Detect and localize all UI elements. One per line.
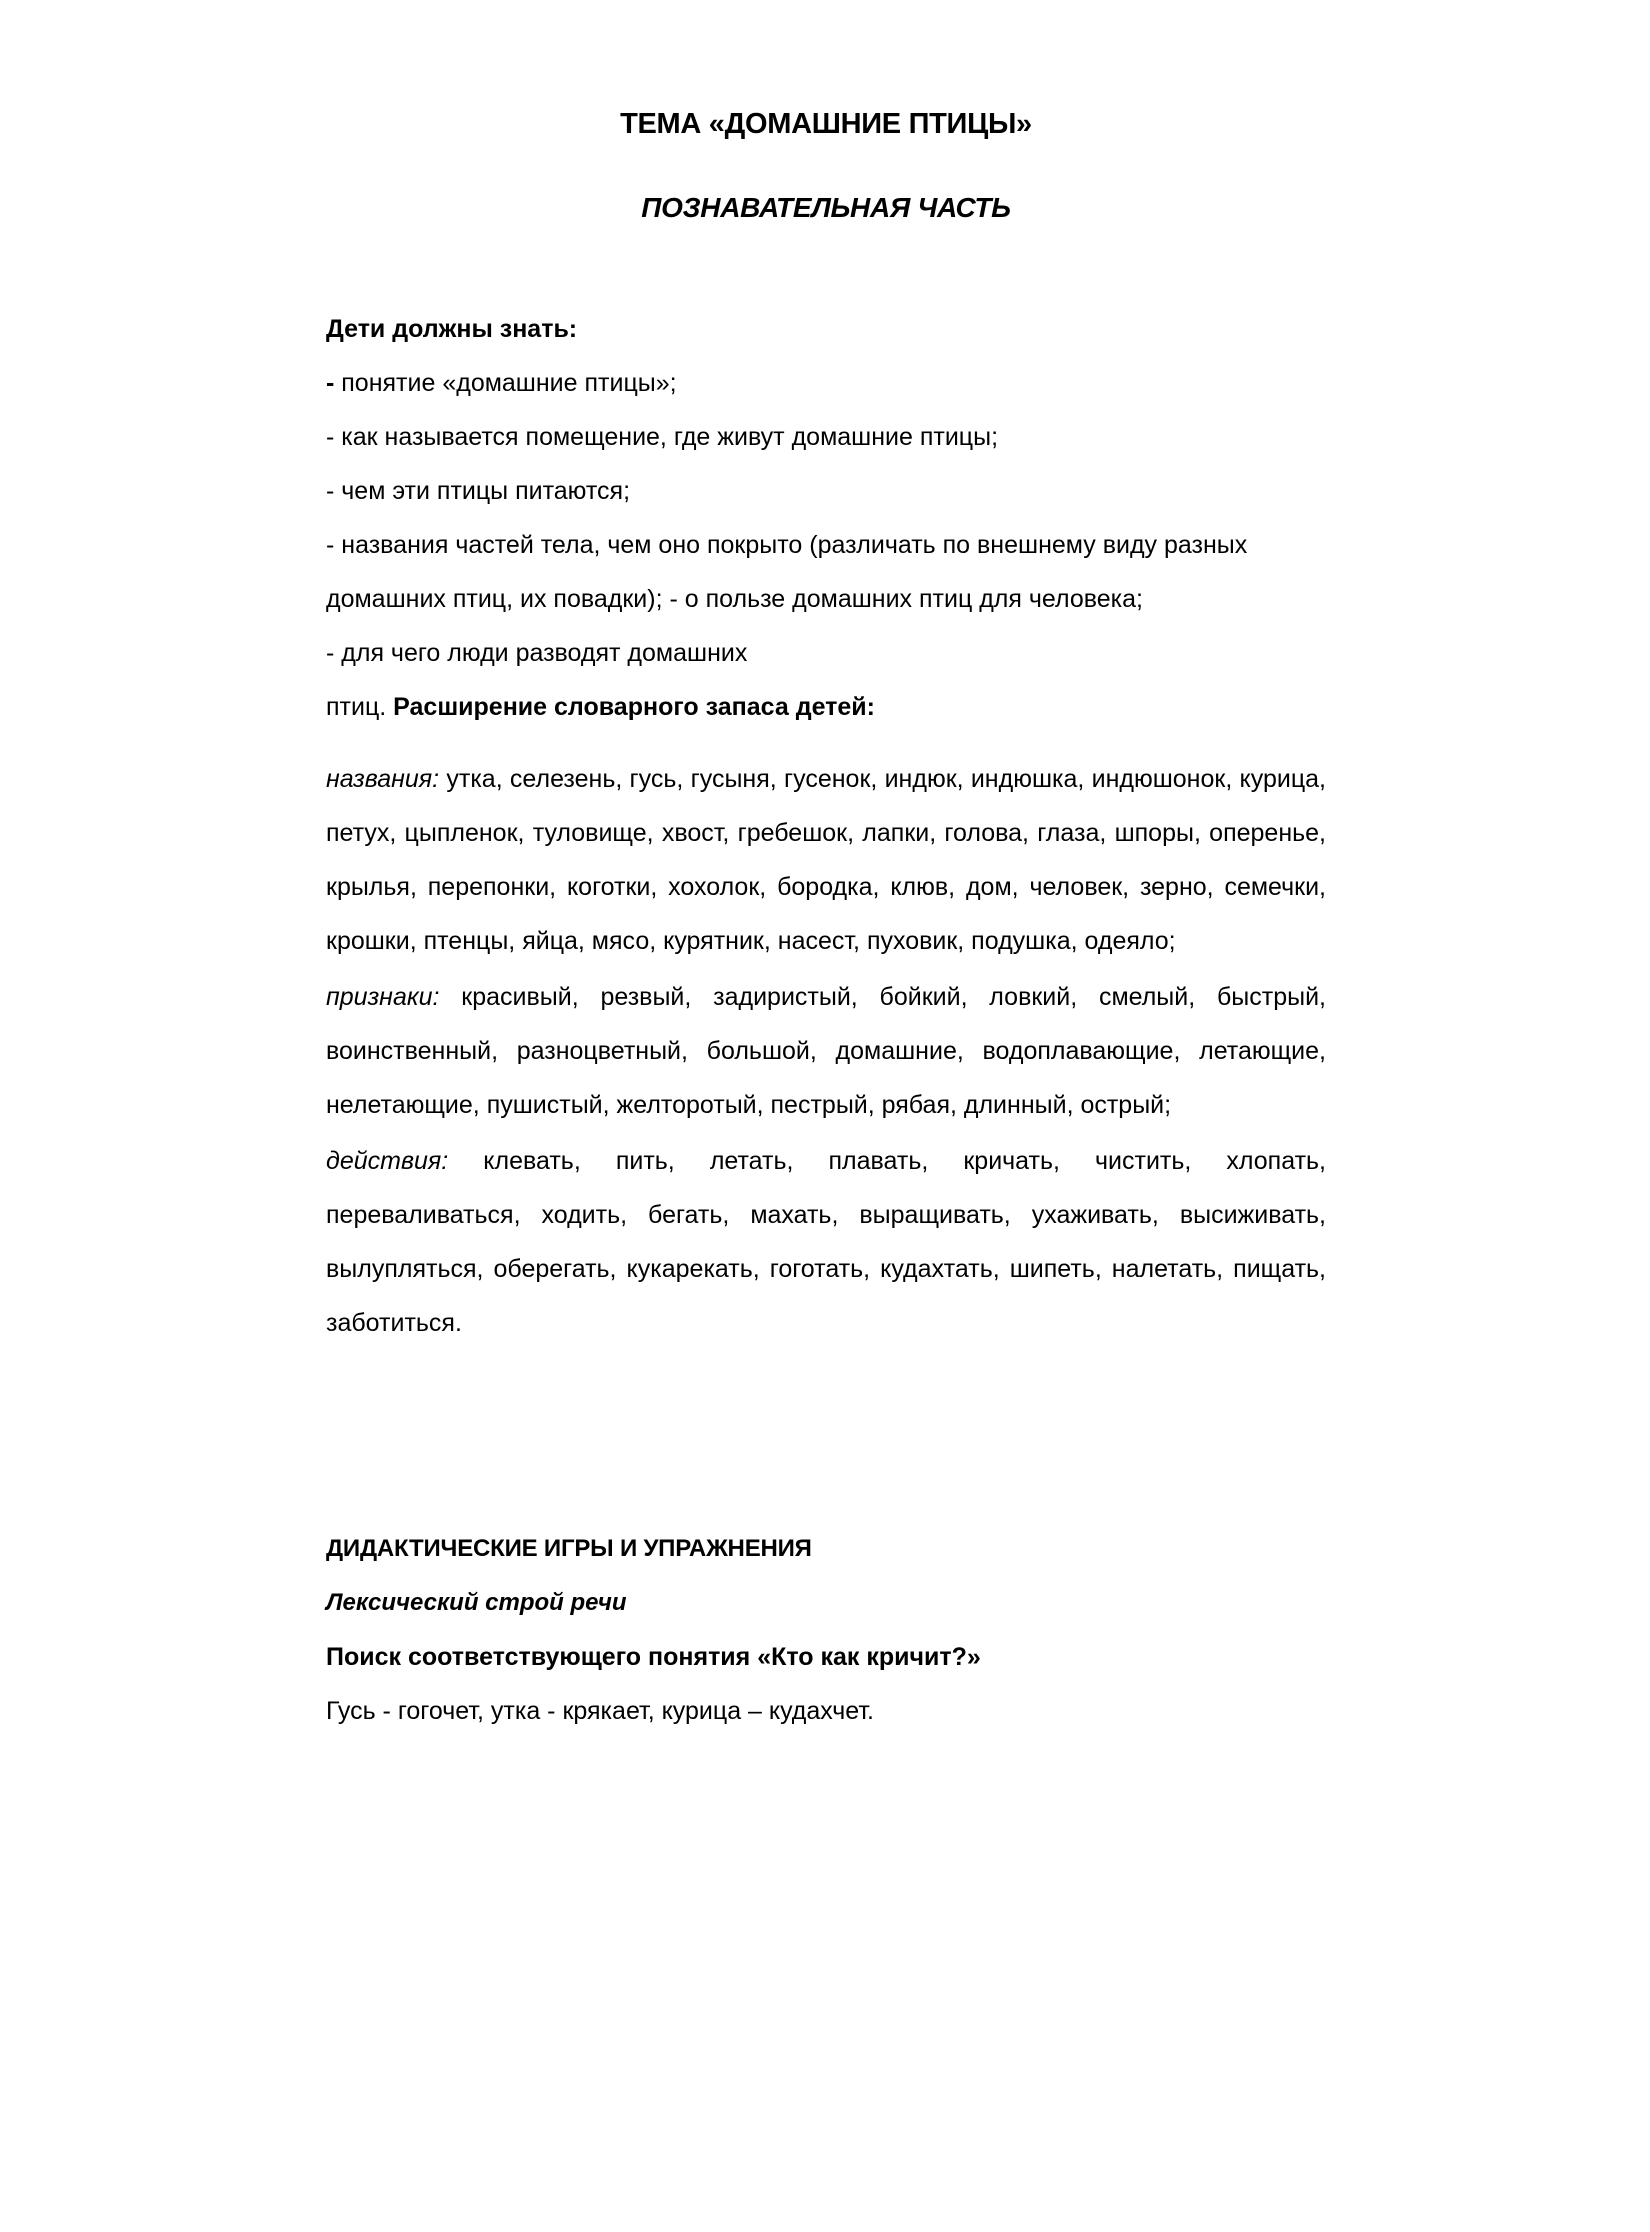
attributes-label: признаки: (326, 983, 440, 1011)
vocabulary-section (326, 752, 1326, 1350)
game-text: Гусь - гогочет, утка - крякает, курица – кудахчет. (326, 1697, 874, 1725)
games-subheading: Лексический строй речи (326, 1589, 627, 1616)
document-subtitle: ПОЗНАВАТЕЛЬНАЯ ЧАСТЬ (641, 192, 1011, 223)
actions-label: действия: (326, 1147, 449, 1175)
game-title: Поиск соответствующего понятия «Кто как кричит?» (326, 1643, 981, 1671)
knowledge-item-continued (326, 680, 1326, 734)
knowledge-item-text: понятие «домашние птицы»; (334, 369, 677, 397)
knowledge-item-text: птиц. (326, 693, 387, 721)
names-label: названия: (326, 765, 440, 793)
knowledge-section (326, 302, 1326, 734)
vocabulary-names (326, 752, 1326, 968)
knowledge-item: - для чего люди разводят домашних (326, 639, 748, 667)
names-text: утка, селезень, гусь, гусыня, гусенок, индюк, индюшка, индюшонок, курица, петух, цыпленок, туловище, хвост, гребешок, лапки, голова, глаза, шпоры, оперенье, крылья, перепонки, коготки, хохолок, бородка, клюв, дом, человек, зерно, семечки, крошки, птенцы, яйца, мясо, курятник, насест, пуховик, подушка, одеяло; (326, 765, 1326, 955)
attributes-text: красивый, резвый, задиристый, бойкий, ловкий, смелый, быстрый, воинственный, разноцветный, большой, домашние, водоплавающие, летающие, нелетающие, пушистый, желторотый, пестрый, рябая, длинный, острый; (326, 983, 1326, 1119)
knowledge-item (326, 356, 1326, 410)
vocabulary-heading: Расширение словарного запаса детей: (393, 693, 875, 721)
list-dash: - (326, 369, 335, 397)
vocabulary-attributes (326, 970, 1326, 1132)
document-title: ТЕМА «ДОМАШНИЕ ПТИЦЫ» (620, 108, 1032, 140)
knowledge-item-continued: домашних птиц, их повадки); - о пользе домашних птиц для человека; (326, 585, 1143, 613)
knowledge-item: - как называется помещение, где живут домашние птицы; (326, 423, 999, 451)
knowledge-heading: Дети должны знать: (326, 315, 578, 343)
games-heading: ДИДАКТИЧЕСКИЕ ИГРЫ И УПРАЖНЕНИЯ (326, 1535, 812, 1562)
vocabulary-actions (326, 1134, 1326, 1350)
games-section (326, 1522, 1326, 1738)
knowledge-item: - названия частей тела, чем оно покрыто (различать по внешнему виду разных (326, 531, 1248, 559)
actions-text: клевать, пить, летать, плавать, кричать, чистить, хлопать, переваливаться, ходить, бегать, махать, выращивать, ухаживать, высиживать, вылупляться, оберегать, кукарекать, гоготать, кудахтать, шипеть, налетать, пищать, заботиться. (326, 1147, 1326, 1337)
knowledge-item: - чем эти птицы питаются; (326, 477, 631, 505)
